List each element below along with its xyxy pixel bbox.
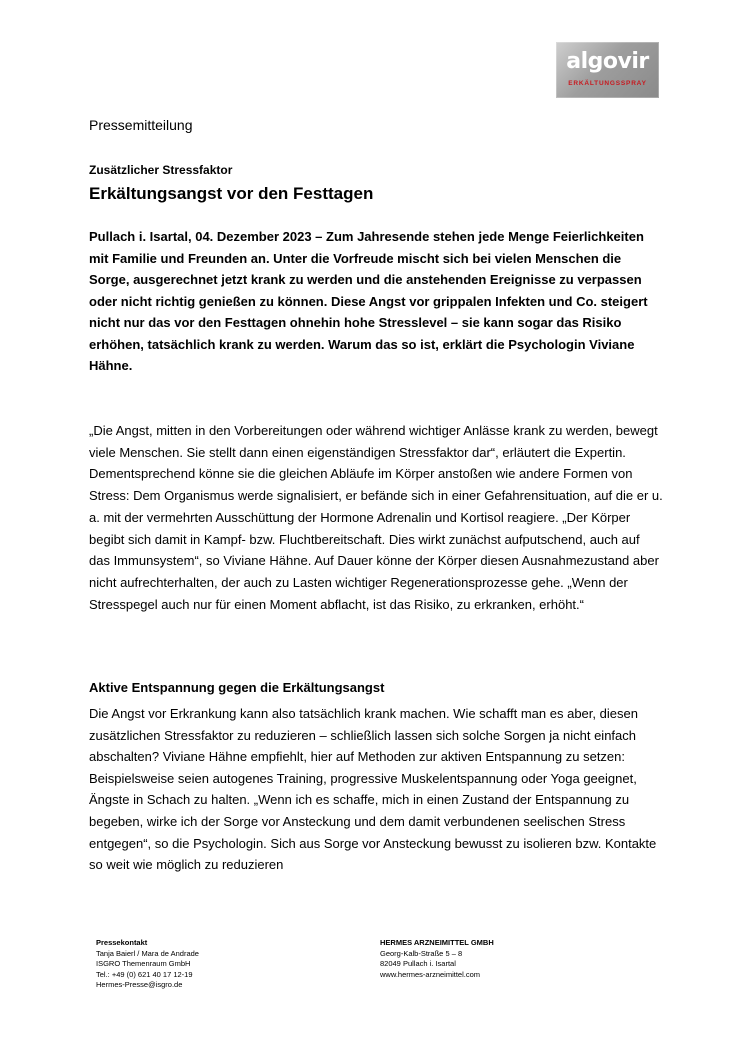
lead-paragraph [89,226,664,377]
paragraph-2: Die Angst vor Erkrankung kann also tatsächlich krank machen. Wie schafft man es aber, diesen zusätzlichen Stressfaktor zu reduzieren – schließlich lassen sich solche Sorgen ja nicht einfach abschalten? Viviane Hähne empfiehlt, hier auf Methoden zur aktiven Entspannung zu setzen: Beispielsweise seien autogenes Training, progressive Muskelentspannung oder Yoga geeignet, Ängste in Schach zu halten. „Wenn ich es schaffe, mich in einen Zustand der Entspannung zu begeben, wirke ich der Sorge vor Ansteckung und dem damit verbundenen seelischen Stress entgegen“, so die Psychologin. Sich aus Sorge vor Ansteckung bewusst zu isolieren bzw. Kontakte so weit wie möglich zu reduzieren [89,706,657,873]
company-website-link[interactable]: www.hermes-arzneimittel.com [380,969,481,979]
paragraph-1: „Die Angst, mitten in den Vorbereitungen oder während wichtiger Anlässe krank zu werden, bewegt viele Menschen. Sie stellt dann einen eigenständigen Stressfaktor dar“, erläutert die Expertin. Dementsprechend könne sie die gleichen Abläufe im Körper anstoßen wie andere Formen von Stress: Dem Organismus werde signalisiert, er befände sich in einer Gefahrensituation, auf die er u. a. mit der vermehrten Ausschüttung der Hormone Adrenalin und Kortisol reagiere. „Der Körper begibt sich damit in Kampf- bzw. Fluchtbereitschaft. Dies wirkt zunächst aufputschend, auch auf das Immunsystem“, so Viviane Hähne. Auf Dauer könne der Körper diesen Ausnahmezustand aber nicht aufrechterhalten, der auch zu Lasten wichtiger Regenerationsprozesse gehe. „Wenn der Stresspegel auch nur für einen Moment abflacht, ist das Risiko, zu erkranken, erhöht.“ [89,423,663,612]
logo-wordmark: algovir [566,49,649,74]
press-contact-agency: ISGRO Themenraum GmbH [96,959,191,968]
footer-press-contact [96,938,199,991]
press-contact-names: Tanja Baierl / Mara de Andrade [96,948,199,958]
body-section-1 [89,420,664,615]
document-label: Pressemitteilung [89,117,193,133]
headline: Erkältungsangst vor den Festtagen [89,184,374,203]
company-city: 82049 Pullach i. Isartal [380,959,456,968]
algovir-logo [556,42,659,98]
body-section-2 [89,703,664,876]
kicker: Zusätzlicher Stressfaktor [89,163,233,177]
company-heading: HERMES ARZNEIMITTEL GMBH [380,938,494,947]
logo-subtitle: ERKÄLTUNGSSPRAY [568,80,647,87]
footer-company [380,938,494,980]
company-street: Georg-Kalb-Straße 5 – 8 [380,948,463,958]
press-contact-heading: Pressekontakt [96,938,148,947]
press-contact-phone: Tel.: +49 (0) 621 40 17 12-19 [96,969,193,979]
press-contact-email[interactable]: Hermes-Presse@isgro.de [96,980,183,989]
section-subhead: Aktive Entspannung gegen die Erkältungsangst [89,680,385,695]
lead-text: Pullach i. Isartal, 04. Dezember 2023 – Zum Jahresende stehen jede Menge Feierlichkeiten mit Familie und Freunden an. Unter die Vorfreude mischt sich bei vielen Menschen die Sorge, ausgerechnet jetzt krank zu werden und die anstehenden Ereignisse zu verpassen oder nicht richtig genießen zu können. Diese Angst vor grippalen Infekten und Co. steigert nicht nur das vor den Festtagen ohnehin hohe Stresslevel – sie kann sogar das Risiko erhöhen, tatsächlich krank zu werden. Warum das so ist, erklärt die Psychologin Viviane Hähne. [89,229,648,373]
